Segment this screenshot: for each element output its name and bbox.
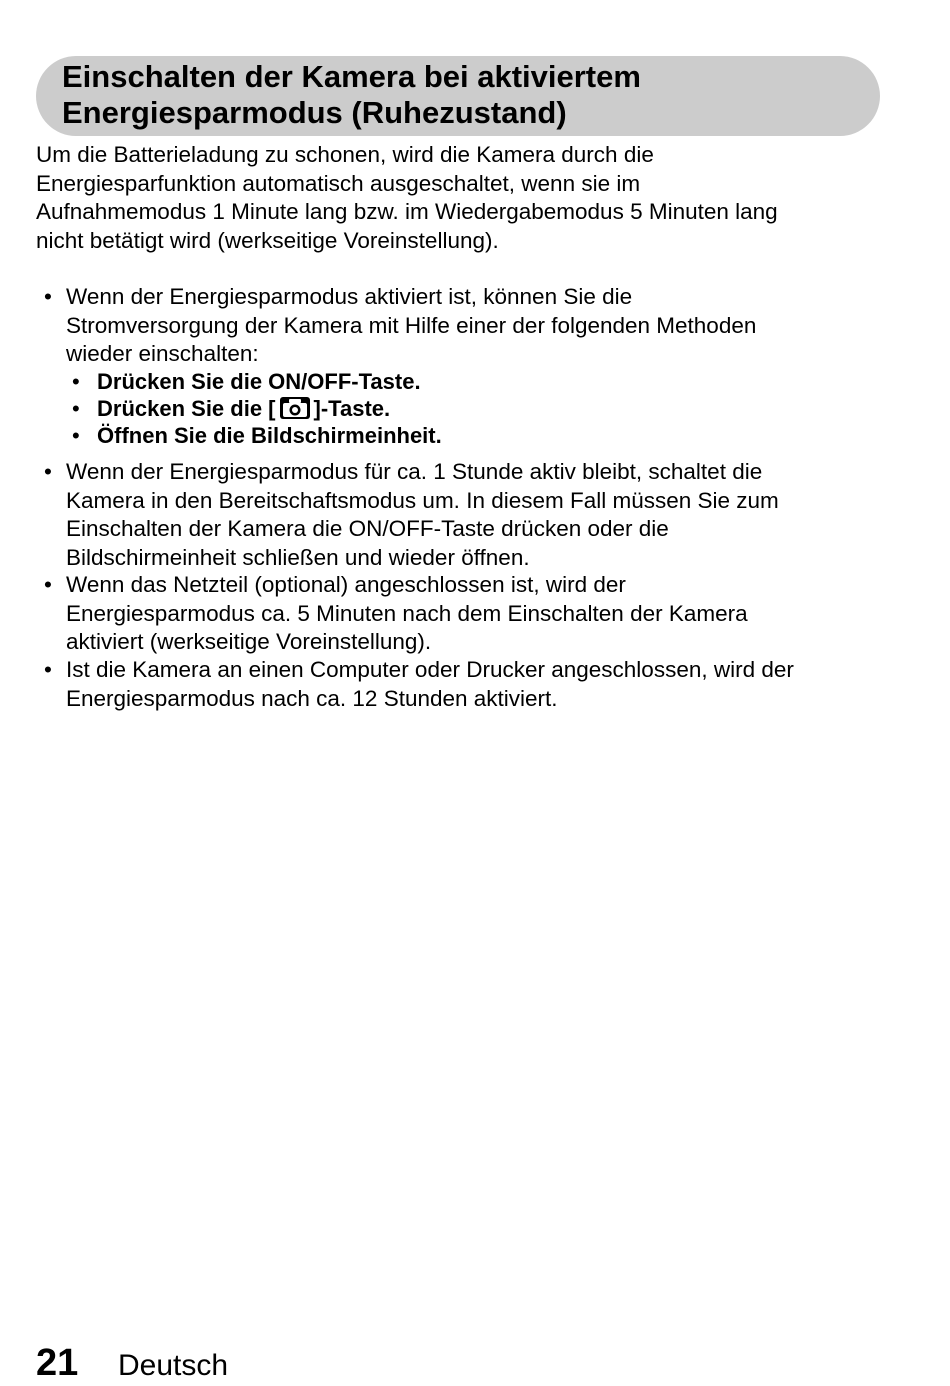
page-number: 21 bbox=[36, 1342, 79, 1384]
bullet-text: Wenn der Energiesparmodus für ca. 1 Stunde aktiv bleibt, schaltet die Kamera in den Bereitschaftsmodus um. In diesem Fall müssen Sie zum Einschalten der Kamera die ON/OFF-Taste drücken oder die Bildschirmeinheit schließen und wieder öffnen. bbox=[66, 459, 779, 570]
camera-icon bbox=[280, 397, 310, 419]
intro-paragraph bbox=[36, 141, 896, 256]
bullet-dot: • bbox=[44, 284, 52, 309]
heading-line-1: Einschalten der Kamera bei aktiviertem bbox=[62, 59, 641, 94]
section-heading bbox=[62, 59, 862, 131]
intro-line: Energiesparfunktion automatisch ausgeschaltet, wenn sie im bbox=[36, 170, 641, 196]
bullet-text: Wenn der Energiesparmodus aktiviert ist, können Sie die Stromversorgung der Kamera mit Hilfe einer der folgenden Methoden wieder einschalten: bbox=[66, 284, 757, 366]
bullet-text: Wenn das Netzteil (optional) angeschlossen ist, wird der Energiesparmodus ca. 5 Minuten nach dem Einschalten der Kamera aktiviert (werkseitige Voreinstellung). bbox=[66, 572, 748, 654]
bullet-dot: • bbox=[44, 572, 52, 597]
sub-item-text: Drücken Sie die ON/OFF-Taste. bbox=[97, 369, 421, 394]
sub-bullet-dot: • bbox=[72, 396, 80, 421]
bullet-dot: • bbox=[44, 657, 52, 682]
bullet-dot: • bbox=[44, 459, 52, 484]
page-language: Deutsch bbox=[118, 1349, 229, 1382]
sub-bullet-dot: • bbox=[72, 423, 80, 448]
intro-line: Um die Batterieladung zu schonen, wird die Kamera durch die bbox=[36, 142, 654, 167]
sub-bullet-dot: • bbox=[72, 369, 80, 394]
sub-item-text: Drücken Sie die [ ]-Taste. bbox=[97, 396, 391, 421]
heading-line-2: Energiesparmodus (Ruhezustand) bbox=[62, 95, 567, 130]
intro-line: nicht betätigt wird (werkseitige Voreinstellung). bbox=[36, 228, 499, 254]
intro-line: Aufnahmemodus 1 Minute lang bzw. im Wiedergabemodus 5 Minuten lang bbox=[36, 199, 778, 225]
bullet-text: Ist die Kamera an einen Computer oder Drucker angeschlossen, wird der Energiesparmodus nach ca. 12 Stunden aktiviert. bbox=[66, 657, 794, 711]
sub-item-text: Öffnen Sie die Bildschirmeinheit. bbox=[97, 423, 442, 448]
